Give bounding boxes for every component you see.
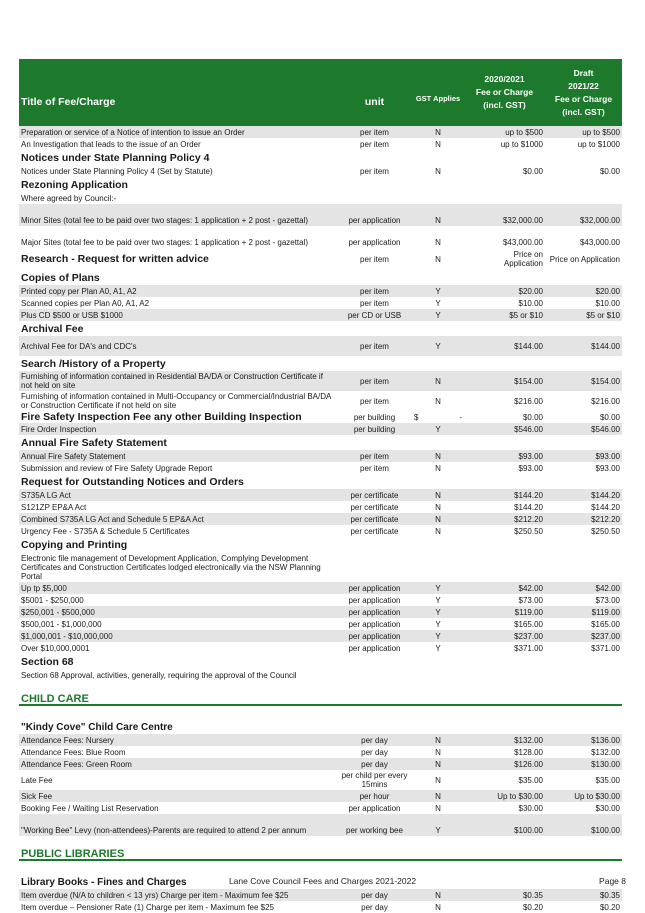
draft-fee-cell: $130.00 xyxy=(545,758,622,770)
heading-text: Annual Fire Safety Statement xyxy=(21,436,167,449)
current-fee-cell xyxy=(464,192,545,204)
gst-cell xyxy=(412,552,464,582)
table-row xyxy=(19,582,622,594)
fee-description: Booking Fee / Waiting List Reservation xyxy=(21,803,159,813)
fee-title: Fire Safety Inspection Fee any other Building Inspection xyxy=(21,411,302,423)
unit-cell xyxy=(337,669,412,681)
unit-line-1: per child per every xyxy=(341,771,408,780)
fee-description: Attendance Fees: Nursery xyxy=(19,734,337,746)
unit-cell xyxy=(337,192,412,204)
current-fee-cell: $126.00 xyxy=(464,758,545,770)
draft-fee-cell: $30.00 xyxy=(595,803,620,813)
fee-description: Late Fee xyxy=(21,775,53,785)
current-fee-cell: $128.00 xyxy=(514,747,543,757)
draft-fee-cell: $132.00 xyxy=(591,747,620,757)
table-header-row xyxy=(19,59,622,126)
current-fee-cell: $32,000.00 xyxy=(464,214,545,226)
spacer-row xyxy=(19,226,622,236)
gst-cell: N xyxy=(435,775,441,785)
unit-cell: per item xyxy=(360,396,389,406)
header-gst: GST Applies xyxy=(412,59,464,126)
current-fee-cell: $0.00 xyxy=(522,412,543,422)
gst-cell: N xyxy=(435,526,441,536)
unit-cell: per day xyxy=(337,734,412,746)
draft-fee-cell xyxy=(545,192,622,204)
current-fee-cell: $42.00 xyxy=(464,582,545,594)
fee-description: "Working Bee" Levy (non-attendees)-Parents are required to attend 2 per annum xyxy=(19,824,337,836)
table-row xyxy=(19,236,622,248)
table-row xyxy=(19,297,622,309)
draft-fee-cell: $35.00 xyxy=(595,775,620,785)
table-row xyxy=(19,391,622,411)
fee-description: An Investigation that leads to the issue of an Order xyxy=(21,139,201,149)
current-fee-cell: $119.00 xyxy=(464,606,545,618)
current-fee-cell: Up to $30.00 xyxy=(464,790,545,802)
unit-cell: per certificate xyxy=(350,526,399,536)
heading-text: Search /History of a Property xyxy=(21,357,166,370)
spacer-cell xyxy=(19,860,622,871)
draft-fee-cell: $0.00 xyxy=(599,166,620,176)
fee-description: Where agreed by Council:- xyxy=(21,193,117,203)
fee-description: Electronic file management of Development Application, Complying Development Certificates and Construction Certificates lodged electronically via the NSW Planning Portal xyxy=(21,553,321,581)
fee-description: Item overdue – Pensioner Rate (1) Charge per item - Maximum fee $25 xyxy=(21,902,275,912)
gst-cell: Y xyxy=(435,595,441,605)
table-row xyxy=(19,462,622,474)
footer-title: Lane Cove Council Fees and Charges 2021-2022 xyxy=(228,876,417,886)
unit-cell: per application xyxy=(348,237,401,247)
table-row xyxy=(19,630,622,642)
table-row xyxy=(19,889,622,901)
heading-text: Archival Fee xyxy=(21,322,84,335)
fee-description: Urgency Fee - S735A & Schedule 5 Certificates xyxy=(21,526,190,536)
fee-description: $5001 - $250,000 xyxy=(21,595,84,605)
gst-cell: N xyxy=(435,747,441,757)
current-fee-cell: $93.00 xyxy=(464,450,545,462)
fee-description: Section 68 Approval, activities, generally, requiring the approval of the Council xyxy=(21,670,297,680)
fee-description: $500,001 - $1,000,000 xyxy=(21,619,102,629)
current-fee-cell: $43,000.00 xyxy=(502,237,543,247)
fee-description: Minor Sites (total fee to be paid over two stages: 1 application + 2 post - gazettal) xyxy=(19,214,337,226)
fee-description: Attendance Fees: Blue Room xyxy=(21,747,126,757)
heading-text: Library Books - Fines and Charges xyxy=(21,876,187,888)
unit-cell xyxy=(337,552,412,582)
current-fee-line-2: Application xyxy=(503,259,543,268)
current-fee-cell xyxy=(464,669,545,681)
gst-cell xyxy=(412,411,464,423)
spacer-cell xyxy=(19,226,622,236)
fee-description: Furnishing of information contained in Residential BA/DA or Construction Certificate if not held on site xyxy=(19,371,337,391)
current-fee-cell: $0.20 xyxy=(522,902,543,912)
table-row xyxy=(19,734,622,746)
gst-cell: N xyxy=(412,214,464,226)
unit-cell: per item xyxy=(337,126,412,138)
draft-fee-cell: $216.00 xyxy=(591,396,620,406)
gst-cell: Y xyxy=(435,643,441,653)
table-row xyxy=(19,552,622,582)
table-row xyxy=(19,618,622,630)
current-fee-cell: $371.00 xyxy=(514,643,543,653)
spacer-row xyxy=(19,860,622,871)
unit-cell: per application xyxy=(337,630,412,642)
unit-cell: per application xyxy=(348,595,401,605)
fee-description: Preparation or service of a Notice of intention to issue an Order xyxy=(19,126,337,138)
table-row xyxy=(19,411,622,423)
table-row xyxy=(19,525,622,537)
fees-table xyxy=(19,59,622,913)
unit-cell: per application xyxy=(337,606,412,618)
spacer-cell xyxy=(19,814,622,824)
unit-cell: per building xyxy=(353,412,396,422)
gst-cell: N xyxy=(412,790,464,802)
header-unit: unit xyxy=(337,59,412,126)
section-heading-row xyxy=(19,177,622,192)
header-title: Title of Fee/Charge xyxy=(19,59,337,126)
unit-cell: per application xyxy=(348,803,401,813)
unit-cell: per application xyxy=(348,619,401,629)
draft-fee-cell: $73.00 xyxy=(595,595,620,605)
table-row xyxy=(19,669,622,681)
unit-line-2: 15mins xyxy=(361,780,388,789)
current-fee-cell: $0.00 xyxy=(522,166,543,176)
unit-cell: per CD or USB xyxy=(337,309,412,321)
header-draft-word: Draft xyxy=(573,67,594,78)
draft-fee-cell: $237.00 xyxy=(545,630,622,642)
table-row xyxy=(19,513,622,525)
gst-cell: Y xyxy=(412,630,464,642)
table-row xyxy=(19,285,622,297)
table-row xyxy=(19,824,622,836)
table-row xyxy=(19,371,622,391)
spacer-row xyxy=(19,814,622,824)
gst-cell: Y xyxy=(412,606,464,618)
fee-description: Item overdue (N/A to children < 13 yrs) Charge per item - Maximum fee $25 xyxy=(19,889,337,901)
table-row xyxy=(19,790,622,802)
table-row xyxy=(19,165,622,177)
draft-fee-cell: up to $1000 xyxy=(577,139,620,149)
section-heading-row xyxy=(19,150,622,165)
fee-description: Annual Fire Safety Statement xyxy=(19,450,337,462)
draft-fee-cell: $371.00 xyxy=(591,643,620,653)
unit-cell: per day xyxy=(361,902,388,912)
spacer-cell xyxy=(19,705,622,716)
fee-description: Plus CD $500 or USB $1000 xyxy=(19,309,337,321)
fee-description: S121ZP EP&A Act xyxy=(21,502,87,512)
fee-description: Major Sites (total fee to be paid over two stages: 1 application + 2 post - gazettal) xyxy=(21,237,309,247)
dash-value: - xyxy=(459,412,462,422)
heading-text: Section 68 xyxy=(21,655,74,668)
unit-cell: per application xyxy=(348,643,401,653)
current-fee-cell: $10.00 xyxy=(518,298,543,308)
table-row xyxy=(19,309,622,321)
gst-cell: N xyxy=(435,902,441,912)
current-fee-cell: $20.00 xyxy=(464,285,545,297)
gst-cell: N xyxy=(435,396,441,406)
gst-cell: N xyxy=(435,166,441,176)
current-fee-line-1: Price on xyxy=(513,250,543,259)
fee-description: S735A LG Act xyxy=(19,489,337,501)
draft-fee-cell: $10.00 xyxy=(595,298,620,308)
section-heading-row xyxy=(19,654,622,669)
subsection-heading-row xyxy=(19,716,622,734)
draft-fee-cell: $100.00 xyxy=(545,824,622,836)
gst-cell: N xyxy=(435,502,441,512)
table-row xyxy=(19,901,622,913)
unit-cell: per day xyxy=(337,889,412,901)
table-row xyxy=(19,489,622,501)
draft-fee-cell: $546.00 xyxy=(545,423,622,435)
unit-cell: per item xyxy=(337,371,412,391)
header-current-label: Fee or Charge xyxy=(475,87,534,97)
unit-cell: per item xyxy=(337,336,412,356)
gst-cell: Y xyxy=(412,423,464,435)
gst-cell xyxy=(412,669,464,681)
category-heading-row xyxy=(19,836,622,860)
unit-cell: per certificate xyxy=(350,502,399,512)
unit-cell: per item xyxy=(337,285,412,297)
fee-description: Sick Fee xyxy=(19,790,337,802)
draft-fee-cell: $165.00 xyxy=(591,619,620,629)
unit-cell: per building xyxy=(337,423,412,435)
draft-fee-cell: Price on Application xyxy=(549,254,620,264)
gst-cell: N xyxy=(412,513,464,525)
table-row xyxy=(19,802,622,814)
table-row xyxy=(19,746,622,758)
spacer-row xyxy=(19,204,622,214)
current-fee-cell: $216.00 xyxy=(514,396,543,406)
category-heading: CHILD CARE xyxy=(19,681,622,705)
gst-cell: N xyxy=(435,237,441,247)
current-fee-cell: $154.00 xyxy=(464,371,545,391)
unit-cell: per certificate xyxy=(337,513,412,525)
fee-description: Notices under State Planning Policy 4 (Set by Statute) xyxy=(21,166,213,176)
current-fee-cell: up to $1000 xyxy=(500,139,543,149)
header-current-year: 2020/2021 xyxy=(484,74,525,84)
gst-cell: N xyxy=(435,803,441,813)
current-fee-cell: $100.00 xyxy=(464,824,545,836)
draft-fee-cell xyxy=(545,552,622,582)
current-fee-cell: $35.00 xyxy=(518,775,543,785)
draft-fee-cell: $5 or $10 xyxy=(545,309,622,321)
current-fee-cell: $237.00 xyxy=(464,630,545,642)
draft-fee-cell: $136.00 xyxy=(545,734,622,746)
fee-description: Over $10,000,0001 xyxy=(21,643,90,653)
fee-description: Printed copy per Plan A0, A1, A2 xyxy=(19,285,337,297)
draft-fee-cell: $0.35 xyxy=(545,889,622,901)
unit-cell: per day xyxy=(361,747,388,757)
page-number: Page 8 xyxy=(599,876,626,886)
draft-fee-cell: $93.00 xyxy=(595,463,620,473)
draft-fee-cell: $154.00 xyxy=(545,371,622,391)
gst-cell: N xyxy=(412,734,464,746)
table-row xyxy=(19,248,622,270)
gst-cell: N xyxy=(412,371,464,391)
current-fee-cell: $250.50 xyxy=(514,526,543,536)
gst-cell: N xyxy=(412,889,464,901)
fee-description: Furnishing of information contained in Multi-Occupancy or Commercial/Industrial BA/DA or Construction Certificate if not held on site xyxy=(21,392,331,410)
section-heading-row xyxy=(19,321,622,336)
draft-fee-cell: $32,000.00 xyxy=(545,214,622,226)
current-fee-cell: $212.20 xyxy=(464,513,545,525)
fee-description: Up tp $5,000 xyxy=(19,582,337,594)
current-fee-cell: $144.20 xyxy=(514,502,543,512)
table-row xyxy=(19,138,622,150)
draft-fee-cell: $119.00 xyxy=(545,606,622,618)
table-row xyxy=(19,606,622,618)
gst-cell: Y xyxy=(412,309,464,321)
table-row xyxy=(19,642,622,654)
heading-text: Request for Outstanding Notices and Orders xyxy=(21,475,244,488)
gst-cell: N xyxy=(412,758,464,770)
heading-text: Notices under State Planning Policy 4 xyxy=(21,151,210,164)
fee-description: $250,001 - $500,000 xyxy=(19,606,337,618)
current-fee-cell: up to $500 xyxy=(464,126,545,138)
unit-cell xyxy=(337,770,412,790)
table-row xyxy=(19,770,622,790)
current-fee-cell: $73.00 xyxy=(518,595,543,605)
gst-cell: Y xyxy=(435,619,441,629)
table-row xyxy=(19,594,622,606)
current-fee-cell: $546.00 xyxy=(464,423,545,435)
current-fee-cell: $0.35 xyxy=(464,889,545,901)
fees-table-body xyxy=(19,126,622,913)
current-fee-cell: $144.00 xyxy=(464,336,545,356)
unit-cell: per hour xyxy=(337,790,412,802)
draft-fee-cell: $250.50 xyxy=(591,526,620,536)
spacer-row xyxy=(19,705,622,716)
heading-text: Rezoning Application xyxy=(21,178,128,191)
fee-description: Attendance Fees: Green Room xyxy=(19,758,337,770)
fee-description: Submission and review of Fire Safety Upgrade Report xyxy=(21,463,213,473)
draft-fee-cell: $20.00 xyxy=(545,285,622,297)
gst-cell xyxy=(412,192,464,204)
table-row xyxy=(19,214,622,226)
draft-fee-cell: $0.20 xyxy=(599,902,620,912)
unit-cell: per certificate xyxy=(337,489,412,501)
table-row xyxy=(19,423,622,435)
current-fee-cell xyxy=(464,248,545,270)
gst-cell: N xyxy=(412,450,464,462)
fee-description: Scanned copies per Plan A0, A1, A2 xyxy=(21,298,150,308)
section-heading-row xyxy=(19,474,622,489)
category-heading-row xyxy=(19,681,622,705)
current-fee-cell: $144.20 xyxy=(464,489,545,501)
unit-cell: per item xyxy=(360,139,389,149)
dollar-sign: $ xyxy=(414,412,419,422)
header-current-gst: (incl. GST) xyxy=(483,100,526,110)
gst-cell: Y xyxy=(412,336,464,356)
draft-fee-cell: Up to $30.00 xyxy=(545,790,622,802)
unit-cell: per application xyxy=(337,214,412,226)
current-fee-cell: $132.00 xyxy=(464,734,545,746)
header-draft-label: Fee or Charge xyxy=(554,93,613,104)
draft-fee-cell: $144.20 xyxy=(545,489,622,501)
section-heading-row xyxy=(19,537,622,552)
draft-fee-cell xyxy=(545,669,622,681)
current-fee-cell: $5 or $10 xyxy=(464,309,545,321)
draft-fee-cell: $0.00 xyxy=(599,412,620,422)
gst-cell: Y xyxy=(435,298,441,308)
header-current-fee xyxy=(464,59,545,126)
fee-description: Combined S735A LG Act and Schedule 5 EP&A Act xyxy=(19,513,337,525)
gst-cell: Y xyxy=(412,582,464,594)
current-fee-cell: $165.00 xyxy=(514,619,543,629)
gst-cell: N xyxy=(435,463,441,473)
table-row xyxy=(19,501,622,513)
unit-cell: per day xyxy=(337,758,412,770)
gst-cell: Y xyxy=(412,285,464,297)
heading-text: "Kindy Cove" Child Care Centre xyxy=(21,721,173,733)
table-row xyxy=(19,450,622,462)
category-heading: PUBLIC LIBRARIES xyxy=(19,836,622,860)
fee-description: Archival Fee for DA's and CDC's xyxy=(19,336,337,356)
unit-cell: per application xyxy=(337,582,412,594)
fee-description: $1,000,001 - $10,000,000 xyxy=(19,630,337,642)
table-row xyxy=(19,336,622,356)
current-fee-cell xyxy=(464,552,545,582)
gst-cell: N xyxy=(435,139,441,149)
current-fee-cell: $30.00 xyxy=(518,803,543,813)
current-fee-cell: $93.00 xyxy=(518,463,543,473)
section-heading-row xyxy=(19,270,622,285)
unit-cell: per item xyxy=(360,463,389,473)
draft-fee-cell: $144.00 xyxy=(545,336,622,356)
table-row xyxy=(19,126,622,138)
unit-cell: per item xyxy=(337,450,412,462)
gst-cell: Y xyxy=(412,824,464,836)
draft-fee-cell: $42.00 xyxy=(545,582,622,594)
heading-text: Copying and Printing xyxy=(21,538,128,551)
gst-cell: N xyxy=(435,254,441,264)
section-heading-row xyxy=(19,435,622,450)
fee-description: Fire Order Inspection xyxy=(19,423,337,435)
table-row xyxy=(19,192,622,204)
unit-cell: per item xyxy=(360,298,389,308)
header-draft-gst: (incl. GST) xyxy=(562,106,605,117)
header-draft-year: 2021/22 xyxy=(568,80,599,91)
spacer-cell xyxy=(19,204,622,214)
gst-cell: N xyxy=(412,126,464,138)
draft-fee-cell: $212.20 xyxy=(545,513,622,525)
section-heading-row xyxy=(19,356,622,371)
fee-title: Research - Request for written advice xyxy=(21,252,209,265)
gst-cell: N xyxy=(412,489,464,501)
heading-text: Copies of Plans xyxy=(21,271,100,284)
unit-cell: per item xyxy=(360,254,389,264)
header-draft-fee xyxy=(545,59,622,126)
draft-fee-cell: $144.20 xyxy=(591,502,620,512)
draft-fee-cell: $93.00 xyxy=(545,450,622,462)
unit-cell: per item xyxy=(360,166,389,176)
draft-fee-cell: up to $500 xyxy=(545,126,622,138)
table-row xyxy=(19,758,622,770)
draft-fee-cell: $43,000.00 xyxy=(579,237,620,247)
unit-cell: per working bee xyxy=(337,824,412,836)
